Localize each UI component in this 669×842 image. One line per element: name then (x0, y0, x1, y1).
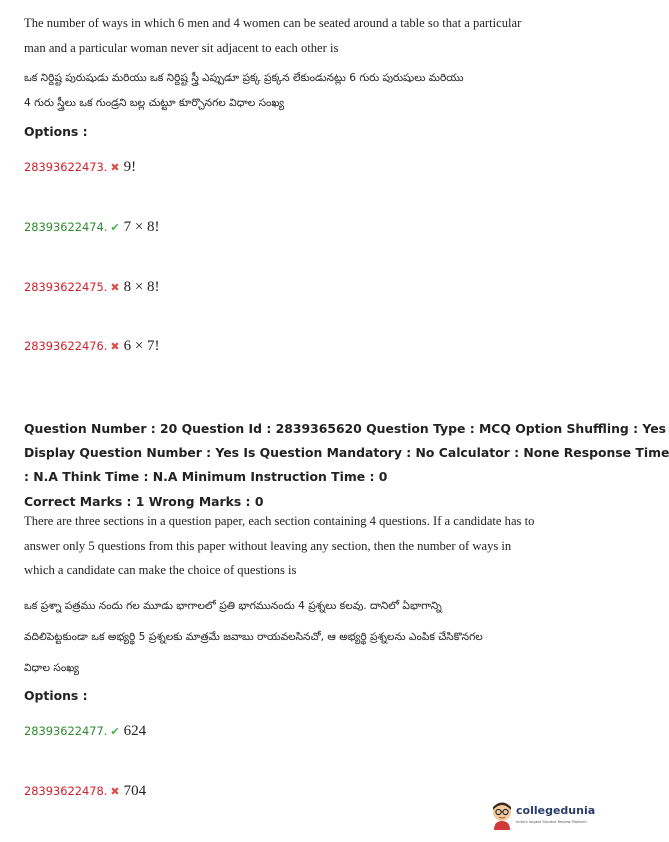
option-id: 28393622474. (24, 220, 108, 234)
option-answer: 8 × 8! (123, 279, 160, 295)
option-id: 28393622475. (24, 280, 108, 294)
option-id: 28393622476. (24, 339, 108, 353)
q2-meta-line-2: Display Question Number : Yes Is Question Mandatory : No Calculator : None Response Time (24, 445, 669, 460)
q2-telugu-line-3: విధాల సంఖ్య (24, 662, 79, 674)
q2-option-1[interactable] (24, 722, 146, 740)
q2-telugu-line-2: వదిలిపెట్టకుండా ఒక అభ్యర్థి 5 ప్రశ్నలకు మాత్రమే జవాబు రాయవలసినచో, ఆ అభ్యర్థి ప్రశ్నలను ఎంపిక చేసికొనగల (24, 631, 483, 643)
q2-telugu-line-1: ఒక ప్రశ్నా పత్రము నందు గల మూడు భాగాలలో ప్రతి భాగమునందు 4 ప్రశ్నలు కలవు. దానిలో ఏభాగాన్ని (24, 600, 442, 612)
logo-name: collegedunia (516, 804, 596, 817)
q1-option-3[interactable] (24, 278, 160, 296)
q2-meta-line-1: Question Number : 20 Question Id : 2839365620 Question Type : MCQ Option Shuffling : Yes (24, 421, 666, 436)
q2-marks-line: Correct Marks : 1 Wrong Marks : 0 (24, 494, 264, 509)
cross-icon: ✖ (110, 282, 120, 294)
q2-meta-line-3: : N.A Think Time : N.A Minimum Instruction Time : 0 (24, 469, 388, 484)
cross-icon: ✖ (110, 162, 120, 174)
q1-telugu-line-2: 4 గురు స్త్రీలు ఒక గుండ్రని బల్ల చుట్టూ కూర్చొనగల విధాల సంఖ్య (24, 97, 285, 109)
check-icon: ✔ (110, 222, 120, 234)
q2-english-line-3: which a candidate can make the choice of questions is (24, 563, 297, 577)
q2-english-line-1: There are three sections in a question paper, each section containing 4 questions. If a candidate has to (24, 514, 535, 528)
q1-option-4[interactable] (24, 337, 160, 355)
q1-telugu-line-1: ఒక నిర్దిష్ట పురుషుడు మరియు ఒక నిర్దిష్ట స్త్రీ ఎప్పుడూ ప్రక్క ప్రక్కన లేకుండునట్లు 6 గురు పురుషులు మరియు (24, 72, 464, 84)
q1-option-1[interactable] (24, 158, 136, 176)
option-answer: 624 (123, 723, 147, 739)
q2-option-2[interactable] (24, 782, 146, 800)
option-answer: 704 (123, 783, 147, 799)
option-id: 28393622477. (24, 724, 108, 738)
check-icon: ✔ (110, 726, 120, 738)
option-id: 28393622473. (24, 160, 108, 174)
q2-english-line-2: answer only 5 questions from this paper without leaving any section, then the number of ways in (24, 539, 512, 553)
option-answer: 6 × 7! (123, 338, 160, 354)
cross-icon: ✖ (110, 786, 120, 798)
q1-english-line-1: The number of ways in which 6 men and 4 women can be seated around a table so that a particular (24, 16, 522, 30)
logo-tagline: India's largest Student Review Platform (516, 820, 587, 824)
option-answer: 9! (123, 159, 137, 175)
option-answer: 7 × 8! (123, 219, 160, 235)
q1-english-line-2: man and a particular woman never sit adjacent to each other is (24, 41, 339, 55)
collegedunia-logo[interactable] (490, 800, 596, 834)
student-mascot-icon (490, 800, 514, 830)
option-id: 28393622478. (24, 784, 108, 798)
q1-options-label: Options : (24, 124, 88, 139)
cross-icon: ✖ (110, 341, 120, 353)
q1-option-2[interactable] (24, 218, 160, 236)
q2-options-label: Options : (24, 688, 88, 703)
